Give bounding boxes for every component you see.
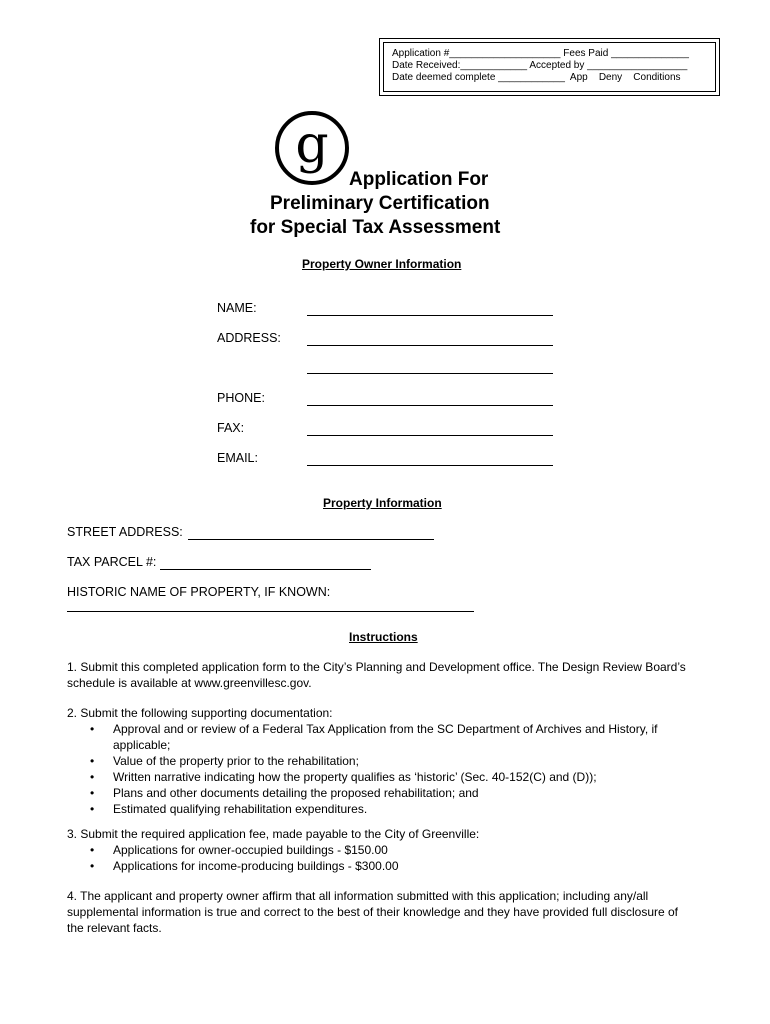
fax-field[interactable]: [307, 435, 553, 436]
address-label: ADDRESS:: [217, 331, 281, 345]
list-item-text: Estimated qualifying rehabilitation expenditures.: [113, 802, 368, 816]
list-item: [85, 842, 707, 858]
bullet-icon: •: [90, 786, 95, 800]
name-field[interactable]: [307, 315, 553, 316]
office-use-box-inner: [383, 42, 716, 92]
property-section-heading: Property Information: [323, 496, 442, 510]
fax-label: FAX:: [217, 421, 245, 435]
city-logo-icon: [274, 110, 350, 186]
list-item-text: Applications for owner-occupied buildings - $150.00: [113, 843, 388, 857]
bullet-icon: •: [90, 843, 95, 857]
bullet-icon: •: [90, 770, 95, 784]
instruction-item-3-list: [85, 842, 707, 874]
list-item-text: Plans and other documents detailing the proposed rehabilitation; and: [113, 786, 479, 800]
instruction-item-3-intro: 3. Submit the required application fee, made payable to the City of Greenville:: [67, 827, 480, 841]
street-address-field[interactable]: [188, 539, 434, 540]
bullet-icon: •: [90, 802, 95, 816]
name-label: NAME:: [217, 301, 257, 315]
phone-field[interactable]: [307, 405, 553, 406]
list-item: [85, 721, 707, 753]
list-item: [85, 858, 707, 874]
list-item: [85, 801, 707, 817]
address-field-line-1[interactable]: [307, 345, 553, 346]
tax-parcel-field[interactable]: [160, 569, 371, 570]
instruction-item-2-intro: 2. Submit the following supporting documentation:: [67, 706, 333, 720]
list-item-text: Written narrative indicating how the property qualifies as ‘historic’ (Sec. 40-152(C) and (D));: [113, 770, 597, 784]
list-item-text: Approval and or review of a Federal Tax Application from the SC Department of Archives and History, if applicable;: [113, 722, 658, 752]
office-date-complete-line: Date deemed complete ____________ App Deny Conditions: [392, 72, 681, 83]
title-line-3: for Special Tax Assessment: [250, 217, 501, 238]
instruction-item-1: 1. Submit this completed application form to the City’s Planning and Development office. The Design Review Board’s schedule is available at www.greenvillesc.gov.: [67, 660, 686, 690]
phone-label: PHONE:: [217, 391, 265, 405]
tax-parcel-label: TAX PARCEL #:: [67, 555, 157, 569]
list-item: [85, 785, 707, 801]
historic-name-label: HISTORIC NAME OF PROPERTY, IF KNOWN:: [67, 585, 331, 599]
street-address-label: STREET ADDRESS:: [67, 525, 183, 539]
list-item: [85, 753, 707, 769]
office-application-line: Application #____________________ Fees Paid ______________: [392, 48, 689, 59]
instruction-item-4: 4. The applicant and property owner affirm that all information submitted with this application; including any/all supplemental information is true and correct to the best of their knowledge and they have provided full disclosure of the relevant facts.: [67, 889, 679, 935]
bullet-icon: •: [90, 859, 95, 873]
city-logo: [274, 110, 350, 186]
bullet-icon: •: [90, 722, 95, 736]
bullet-icon: •: [90, 754, 95, 768]
instructions-heading: Instructions: [349, 630, 418, 644]
office-use-box: [379, 38, 720, 96]
address-field-line-2[interactable]: [307, 373, 553, 374]
title-line-1: Application For: [349, 169, 489, 190]
list-item: [85, 769, 707, 785]
instruction-item-2-list: [85, 721, 707, 817]
email-label: EMAIL:: [217, 451, 258, 465]
historic-name-field[interactable]: [67, 611, 474, 612]
list-item-text: Value of the property prior to the rehabilitation;: [113, 754, 359, 768]
list-item-text: Applications for income-producing buildings - $300.00: [113, 859, 399, 873]
owner-section-heading: Property Owner Information: [302, 257, 462, 271]
city-logo-letter: g: [295, 115, 329, 175]
email-field[interactable]: [307, 465, 553, 466]
title-line-2: Preliminary Certification: [270, 193, 490, 214]
office-date-received-line: Date Received:____________ Accepted by __________________: [392, 60, 688, 71]
